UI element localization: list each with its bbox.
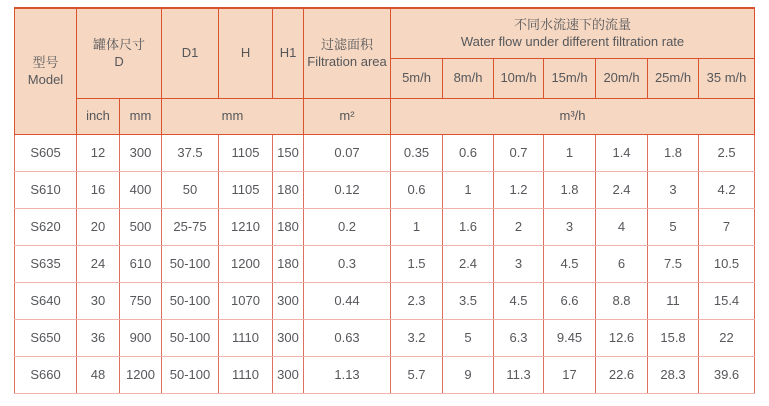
value-cell: 750 <box>120 282 162 319</box>
header-rate-20mh: 20m/h <box>596 58 648 98</box>
value-cell: 6 <box>596 245 648 282</box>
value-cell: 22.6 <box>596 356 648 393</box>
value-cell: 900 <box>120 319 162 356</box>
value-cell: 2.3 <box>391 282 443 319</box>
value-cell: 610 <box>120 245 162 282</box>
value-cell: 180 <box>273 245 304 282</box>
value-cell: 0.63 <box>304 319 391 356</box>
header-water-flow-zh: 不同水流速下的流量 <box>514 16 632 32</box>
value-cell: 16 <box>77 171 120 208</box>
value-cell: 1 <box>443 171 494 208</box>
value-cell: 50-100 <box>162 356 219 393</box>
value-cell: 7.5 <box>648 245 699 282</box>
model-cell: S620 <box>15 208 77 245</box>
value-cell: 11 <box>648 282 699 319</box>
value-cell: 11.3 <box>494 356 544 393</box>
header-water-flow-en: Water flow under different filtration rate <box>460 34 685 50</box>
header-filtration-zh: 过滤面积 <box>321 36 374 52</box>
value-cell: 6.3 <box>494 319 544 356</box>
header-h1: H1 <box>273 8 304 98</box>
value-cell: 300 <box>273 356 304 393</box>
value-cell: 1110 <box>219 356 273 393</box>
value-cell: 10.5 <box>699 245 755 282</box>
header-model-en: Model <box>27 72 64 88</box>
value-cell: 0.12 <box>304 171 391 208</box>
header-rate-35mh: 35 m/h <box>699 58 755 98</box>
header-rate-5mh: 5m/h <box>391 58 443 98</box>
value-cell: 7 <box>699 208 755 245</box>
value-cell: 150 <box>273 134 304 171</box>
value-cell: 0.6 <box>443 134 494 171</box>
value-cell: 24 <box>77 245 120 282</box>
header-rate-10mh: 10m/h <box>494 58 544 98</box>
header-model <box>15 8 77 134</box>
value-cell: 2.4 <box>443 245 494 282</box>
value-cell: 50-100 <box>162 245 219 282</box>
header-model-zh: 型号 <box>32 54 59 70</box>
header-h: H <box>219 8 273 98</box>
value-cell: 1.2 <box>494 171 544 208</box>
value-cell: 9.45 <box>544 319 596 356</box>
unit-mm-group: mm <box>162 98 304 134</box>
value-cell: 3.5 <box>443 282 494 319</box>
value-cell: 1.8 <box>648 134 699 171</box>
spec-table <box>14 7 755 394</box>
value-cell: 1105 <box>219 171 273 208</box>
value-cell: 28.3 <box>648 356 699 393</box>
value-cell: 1 <box>391 208 443 245</box>
value-cell: 9 <box>443 356 494 393</box>
table-row <box>15 134 755 171</box>
header-row-1 <box>15 8 755 58</box>
value-cell: 5 <box>443 319 494 356</box>
value-cell: 37.5 <box>162 134 219 171</box>
unit-cubic-meter-per-hour: m³/h <box>391 98 755 134</box>
value-cell: 1.5 <box>391 245 443 282</box>
value-cell: 36 <box>77 319 120 356</box>
unit-square-meter: m² <box>304 98 391 134</box>
value-cell: 0.3 <box>304 245 391 282</box>
value-cell: 1200 <box>219 245 273 282</box>
value-cell: 0.6 <box>391 171 443 208</box>
value-cell: 3 <box>544 208 596 245</box>
value-cell: 0.7 <box>494 134 544 171</box>
value-cell: 180 <box>273 171 304 208</box>
value-cell: 300 <box>273 282 304 319</box>
unit-inch: inch <box>77 98 120 134</box>
header-d1: D1 <box>162 8 219 98</box>
value-cell: 2.5 <box>699 134 755 171</box>
value-cell: 180 <box>273 208 304 245</box>
header-tank-en: D <box>114 54 124 70</box>
value-cell: 5.7 <box>391 356 443 393</box>
header-tank-zh: 罐体尺寸 <box>93 36 146 52</box>
value-cell: 1110 <box>219 319 273 356</box>
value-cell: 15.8 <box>648 319 699 356</box>
table-row <box>15 319 755 356</box>
table-row <box>15 171 755 208</box>
value-cell: 1.13 <box>304 356 391 393</box>
table-row <box>15 208 755 245</box>
value-cell: 3 <box>648 171 699 208</box>
value-cell: 3 <box>494 245 544 282</box>
value-cell: 25-75 <box>162 208 219 245</box>
unit-mm: mm <box>120 98 162 134</box>
value-cell: 0.2 <box>304 208 391 245</box>
value-cell: 4 <box>596 208 648 245</box>
value-cell: 30 <box>77 282 120 319</box>
value-cell: 1070 <box>219 282 273 319</box>
header-tank-size <box>77 8 162 98</box>
value-cell: 6.6 <box>544 282 596 319</box>
table-row <box>15 356 755 393</box>
value-cell: 500 <box>120 208 162 245</box>
value-cell: 0.44 <box>304 282 391 319</box>
spec-table-body <box>15 134 755 393</box>
value-cell: 17 <box>544 356 596 393</box>
value-cell: 12.6 <box>596 319 648 356</box>
value-cell: 400 <box>120 171 162 208</box>
value-cell: 300 <box>120 134 162 171</box>
value-cell: 4.5 <box>544 245 596 282</box>
value-cell: 12 <box>77 134 120 171</box>
value-cell: 15.4 <box>699 282 755 319</box>
value-cell: 50 <box>162 171 219 208</box>
value-cell: 2.4 <box>596 171 648 208</box>
value-cell: 8.8 <box>596 282 648 319</box>
table-header <box>15 8 755 134</box>
model-cell: S650 <box>15 319 77 356</box>
value-cell: 39.6 <box>699 356 755 393</box>
value-cell: 50-100 <box>162 319 219 356</box>
header-filtration-area <box>304 8 391 98</box>
header-water-flow <box>391 8 755 58</box>
value-cell: 4.2 <box>699 171 755 208</box>
value-cell: 1210 <box>219 208 273 245</box>
value-cell: 50-100 <box>162 282 219 319</box>
value-cell: 20 <box>77 208 120 245</box>
value-cell: 1200 <box>120 356 162 393</box>
value-cell: 4.5 <box>494 282 544 319</box>
model-cell: S640 <box>15 282 77 319</box>
table-row <box>15 282 755 319</box>
value-cell: 1.8 <box>544 171 596 208</box>
header-rate-25mh: 25m/h <box>648 58 699 98</box>
header-filtration-en: Filtration area <box>307 54 387 70</box>
header-rate-8mh: 8m/h <box>443 58 494 98</box>
model-cell: S610 <box>15 171 77 208</box>
value-cell: 1.6 <box>443 208 494 245</box>
header-row-units <box>15 98 755 134</box>
value-cell: 300 <box>273 319 304 356</box>
model-cell: S635 <box>15 245 77 282</box>
value-cell: 1105 <box>219 134 273 171</box>
value-cell: 3.2 <box>391 319 443 356</box>
value-cell: 22 <box>699 319 755 356</box>
value-cell: 0.35 <box>391 134 443 171</box>
model-cell: S605 <box>15 134 77 171</box>
model-cell: S660 <box>15 356 77 393</box>
value-cell: 1 <box>544 134 596 171</box>
value-cell: 2 <box>494 208 544 245</box>
value-cell: 5 <box>648 208 699 245</box>
table-row <box>15 245 755 282</box>
value-cell: 0.07 <box>304 134 391 171</box>
value-cell: 1.4 <box>596 134 648 171</box>
header-rate-15mh: 15m/h <box>544 58 596 98</box>
value-cell: 48 <box>77 356 120 393</box>
